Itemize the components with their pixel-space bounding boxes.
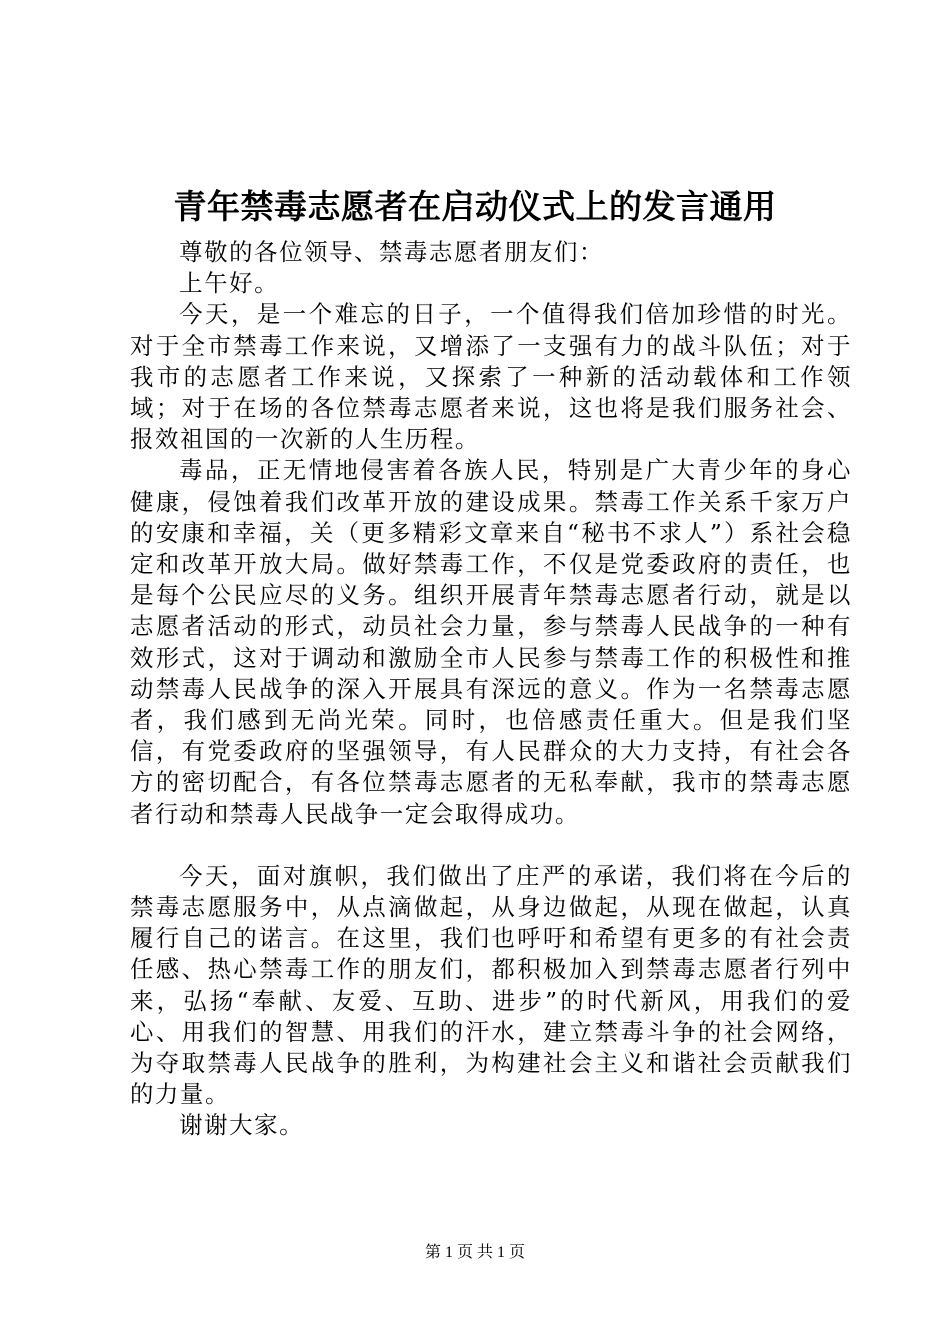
- paragraph-opening: 今天，是一个难忘的日子，一个值得我们倍加珍惜的时光。对于全市禁毒工作来说，又增添了一支强有力的战斗队伍；对于我市的志愿者工作来说，又探索了一种新的活动载体和工作领域；对于在场的各位禁毒志愿者来说，这也将是我们服务社会、报效祖国的一次新的人生历程。: [130, 300, 852, 454]
- paragraph-drug-harm: 毒品，正无情地侵害着各族人民，特别是广大青少年的身心健康，侵蚀着我们改革开放的建设成果。禁毒工作关系千家万户的安康和幸福，关（更多精彩文章来自“秘书不求人”）系社会稳定和改革开放大局。做好禁毒工作，不仅是党委政府的责任，也是每个公民应尽的义务。组织开展青年禁毒志愿者行动，就是以志愿者活动的形式，动员社会力量，参与禁毒人民战争的一种有效形式，这对于调动和激励全市人民参与禁毒工作的积极性和推动禁毒人民战争的深入开展具有深远的意义。作为一名禁毒志愿者，我们感到无尚光荣。同时，也倍感责任重大。但是我们坚信，有党委政府的坚强领导，有人民群众的大力支持，有社会各方的密切配合，有各位禁毒志愿者的无私奉献，我市的禁毒志愿者行动和禁毒人民战争一定会取得成功。: [130, 456, 852, 828]
- salutation: 尊敬的各位领导、禁毒志愿者朋友们：: [179, 238, 604, 266]
- document-title: 青年禁毒志愿者在启动仪式上的发言通用: [173, 187, 777, 226]
- document-body: [130, 237, 852, 1142]
- paragraph-commitment: 今天，面对旗帜，我们做出了庄严的承诺，我们将在今后的禁毒志愿服务中，从点滴做起，从身边做起，从现在做起，认真履行自己的诺言。在这里，我们也呼吁和希望有更多的有社会责任感、热心禁毒工作的朋友们，都积极加入到禁毒志愿者行列中来，弘扬“奉献、友爱、互助、进步”的时代新风，用我们的爱心、用我们的智慧、用我们的汗水，建立禁毒斗争的社会网络，为夺取禁毒人民战争的胜利，为构建社会主义和谐社会贡献我们的力量。: [130, 861, 852, 1109]
- closing-thanks: 谢谢大家。: [179, 1111, 305, 1140]
- greeting: 上午好。: [179, 269, 280, 298]
- page-footer: 第 1 页 共 1 页: [424, 1244, 525, 1261]
